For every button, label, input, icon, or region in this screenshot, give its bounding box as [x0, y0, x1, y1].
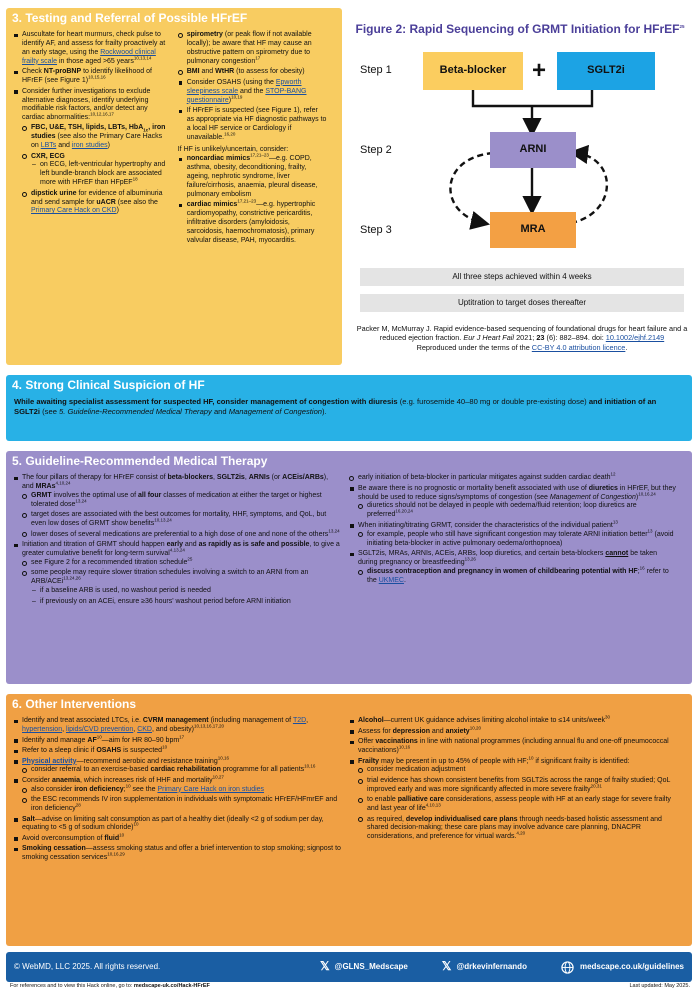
lbts-link[interactable]: LBTs: [40, 142, 57, 150]
figure-citation: Packer M, McMurray J. Rapid evidence-based sequencing of foundational drugs for heart failure and a reduced ejection fraction. Eur J Heart Fail 2021; 23 (6): 882–894. doi: 10.1002/ejhf.2149 Reproduced under the terms of the CC-BY 4.0 attribution licence.: [356, 324, 688, 352]
list-item: Assess for depression and anxiety$^{10,20}$: [349, 728, 677, 737]
references-note: For references and to view this Hack online, go to: medscape-uk.co/Hack-HFrEF: [10, 983, 210, 989]
list-item: – if a baseline ARB is used, no washout period is needed: [31, 587, 341, 596]
list-item: If HFrEF is suspected (see Figure 1), refer as appropriate via HF diagnostic pathways to a local HF service or Cardiology if unavailable.$^{16,20}$: [178, 107, 327, 143]
step-1-label: Step 1: [360, 64, 392, 76]
x-handle-glns[interactable]: 𝕏 @GLNS_Medscape: [319, 959, 408, 974]
list-item: for example, people who still have significant congestion may tolerate ARNI initiation better$^{13}$ (avoid initiating beta-blocker in active pulmonary oedema/orthopnoea): [358, 531, 677, 549]
list-item: Alcohol—current UK guidance advises limiting alcohol intake to ≤14 units/week$^{30}$: [349, 717, 677, 726]
list-item: trial evidence has shown consistent benefits from SGLT2is across the range of frailty studied; QoL improved early and was more significantly affected in more severe frailty$^{20,31}$: [358, 777, 677, 795]
list-item: Physical activity—recommend aerobic and resistance training$^{10,16}$ consider referral to an exercise-based cardiac rehabilitation programme for all patients$^{10,16}$: [13, 758, 341, 776]
section-4-title: 4. Strong Clinical Suspicion of HF: [12, 378, 205, 392]
list-item: BMI and WtHR (to assess for obesity): [178, 68, 327, 77]
list-item: Salt—advise on limiting salt consumption as part of a healthy diet (ideally <2 g of sodium per day, equating to <5 g of sodium chloride)$^{10}$: [13, 816, 341, 834]
website-link[interactable]: medscape.co.uk/guidelines: [561, 961, 684, 974]
list-item: Check NT-proBNP to identify likelihood of HFrEF (see Figure 1)$^{10,15,16}$: [13, 68, 170, 86]
list-item: consider referral to an exercise-based cardiac rehabilitation programme for all patients$^{10,16}$: [22, 766, 341, 775]
list-item: early initiation of beta-blocker in particular mitigates against sudden cardiac death$^{12}$: [349, 474, 677, 483]
list-item: – if previously on an ACEi, ensure ≥36 hours' washout period before ARNI initiation: [31, 598, 341, 607]
arni-box: ARNI: [490, 132, 576, 168]
list-item: Initiation and titration of GRMT should happen early and as rapidly as is safe and possible, to give a greater cumulative benefit for long-term survival$^{4,13,24}$ see Figure 2 for a recommended titration schedule$^{25}$ some people may require slower titration schedules involving a switch to an ARNI from an ARB/ACEi$^{13,24,26}$ – if a baseline ARB is used, no washout period is needed – if previously on an ACEi, ensure ≥36 hours' washout period before ARNI initiation: [13, 541, 341, 606]
section-grmt: [6, 451, 692, 684]
hypertension-link[interactable]: hypertension: [22, 726, 63, 734]
list-item: Be aware there is no prognostic or mortality benefit associated with use of diuretics in HFrEF, but they should be used to reduce signs/symptoms of congestion (see Management of Congestion)$^{10,16,24}$ diuretics should not be delayed in people with oedema/fluid retention; loop diuretics are preferred$^{16,20,24}$: [349, 485, 677, 521]
section-4-text: While awaiting specialist assessment for suspected HF, consider management of congestion with diuresis (e.g. furosemide 40–80 mg or double pre-existing dose) and initiation of an SGLT2i (see 5. Guideline-Recommended Medical Therapy and Management of Congestion).: [14, 397, 657, 416]
ukmec-link[interactable]: UKMEC: [378, 576, 404, 584]
rockwood-link[interactable]: Rockwood clinical frailty scale: [22, 48, 156, 65]
plus-icon: +: [531, 56, 546, 84]
section-other-interventions: [6, 694, 692, 946]
list-item: SGLT2is, MRAs, ARNIs, ACEis, ARBs, loop diuretics, and certain beta-blockers cannot be taken during pregnancy or breastfeeding$^{13,26}$ discuss contraception and pregnancy in women of childbearing potential with HF;$^{16}$ refer to the UKMEC.: [349, 550, 677, 586]
timeline-bar-1: All three steps achieved within 4 weeks: [360, 268, 684, 286]
beta-blocker-box: Beta-blocker: [423, 52, 523, 90]
figure-title: Figure 2: Rapid Sequencing of GRMT Initiation for HFrEF$^{25}$: [355, 22, 685, 36]
list-item: see Figure 2 for a recommended titration schedule$^{25}$: [22, 559, 341, 568]
list-item: as required, develop individualised care plans through needs-based holistic assessment and shared decision-making; these care plans may involve advance care planning, DNACPR considerations, and preference for virtual wards.$^{4,20}$: [358, 816, 677, 843]
licence-link[interactable]: CC-BY 4.0 attribution licence: [531, 342, 626, 352]
list-item: consider medication adjustment: [358, 766, 677, 775]
ckd-link-2[interactable]: CKD: [137, 726, 152, 734]
list-item: Frailty may be present in up to 45% of people with HF;$^{10}$ if significant frailty is identified: consider medication adjustment trial evidence has shown consistent benefits from SGLT2is across the range of frailty studied; QoL improved early and was more significantly affected in more severe frailty$^{20,31}$ to enable palliative care considerations, assess people with HF at an early stage for severe frailty and last year of life$^{4,10,13}$ as required, develop individualised care plans through needs-based holistic assessment and shared decision-making; these care plans may involve advance care planning, DNACPR considerations, and preference for virtual wards.$^{4,20}$: [349, 758, 677, 843]
section-3-title: 3. Testing and Referral of Possible HFrEF: [12, 11, 248, 25]
section-testing-referral: [6, 8, 342, 365]
list-item: Offer vaccinations in line with national programmes (including annual flu and one-off pneumococcal vaccinations)$^{10,16}$: [349, 738, 677, 756]
last-updated: Last updated: May 2025.: [629, 983, 690, 989]
stopbang-link[interactable]: STOP-BANG questionnaire: [186, 87, 307, 104]
list-item: Identify and manage AF$^{10}$—aim for HR 80–90 bpm$^{17}$: [13, 737, 341, 746]
list-item: lower doses of several medications are preferential to a high dose of one and none of the others$^{13,24}$: [22, 531, 341, 540]
x-handle-kevin[interactable]: 𝕏 @drkevinfernando: [441, 959, 527, 974]
list-item: When initiating/titrating GRMT, consider the characteristics of the individual patient$^{13}$ for example, people who still have significant congestion may tolerate ARNI initiation better$^{13}$ (avoid initiating beta-blocker in active pulmonary oedema/orthopnoea): [349, 522, 677, 549]
hack-url[interactable]: medscape-uk.co/Hack-HFrEF: [133, 983, 210, 989]
list-item: dipstick urine for evidence of albuminuria and send sample for uACR (see also the Primary Care Hack on CKD): [22, 190, 170, 217]
list-item: Consider anaemia, which increases risk of HHF and mortality$^{10,27}$ also consider iron deficiency;$^{10}$ see the Primary Care Hack on iron studies the ESC recommends IV iron supplementation in individuals with symptomatic HFrEF/HFmrEF and iron deficiency$^{28}$: [13, 777, 341, 814]
step-2-label: Step 2: [360, 144, 392, 156]
list-item: – on ECG, left-ventricular hypertrophy and left bundle-branch block are associated more with HFrEF than HFpEF$^{18}$: [31, 161, 170, 188]
list-item: target doses are associated with the best outcomes for mortality, HHF, symptoms, and QoL, but even low doses of GRMT show benefits$^{10,13,24}$: [22, 511, 341, 529]
x-logo-icon: 𝕏: [319, 959, 330, 974]
list-item: to enable palliative care considerations, assess people with HF at an early stage for severe frailty and last year of life$^{4,10,13}$: [358, 796, 677, 814]
iron-hack-link[interactable]: Primary Care Hack on iron studies: [157, 785, 265, 793]
list-item: GRMT involves the optimal use of all four classes of medication at either the target or highest tolerated dose$^{13,24}$: [22, 492, 341, 510]
iron-studies-link[interactable]: iron studies: [71, 142, 108, 150]
epworth-link[interactable]: Epworth sleepiness scale: [186, 78, 302, 95]
list-item: Smoking cessation—assess smoking status and offer a brief intervention to stop smoking; signpost to smoking cessation services$^{10,16,29}$: [13, 845, 341, 863]
footer-bar: [6, 952, 692, 982]
timeline-bar-2: Uptitration to target doses thereafter: [360, 294, 684, 312]
list-item: also consider iron deficiency;$^{10}$ see the Primary Care Hack on iron studies: [22, 786, 341, 795]
list-item: Identify and treat associated LTCs, i.e. CVRM management (including management of T2D, hypertension, lipids/CVD prevention, CKD, and obesity)$^{10,13,16,17,20}$: [13, 717, 341, 735]
mra-box: MRA: [490, 212, 576, 248]
section-clinical-suspicion: [6, 375, 692, 441]
list-item: cardiac mimics$^{17,21-23}$—e.g. hypertrophic cardiomyopathy, constrictive pericarditis, infiltrative disorders (amyloidosis, sarcoidosis, haemochromatosis), primary valvular disease, PAH, myocarditis.: [178, 201, 327, 245]
list-item: Refer to a sleep clinic if OSAHS is suspected$^{10}$: [13, 747, 341, 756]
list-item: The four pillars of therapy for HFrEF consist of beta-blockers, SGLT2is, ARNIs (or ACEis/ARBs), and MRAs$^{4,10,24}$ GRMT involves the optimal use of all four classes of medication at either the target or highest tolerated dose$^{13,24}$ target doses are associated with the best outcomes for mortality, HHF, symptoms, and QoL, but even low doses of GRMT show benefits$^{10,13,24}$ lower doses of several medications are preferential to a high dose of one and none of the others$^{13,24}$: [13, 474, 341, 539]
list-item: Consider further investigations to exclude alternative diagnoses, identify underlying modifiable risk factors, and/or detect any cardiac abnormalities:$^{10,12,16,17}$ FBC, U&E, TSH, lipids, LBTs, HbA$_{1c}$, iron studies (see also the Primary Care Hacks on LBTs and iron studies) CXR, ECG – on ECG, left-ventricular hypertrophy and left bundle-branch block are associated more with HFrEF than HFpEF$^{18}$ dipstick urine for evidence of albuminuria and send sample for uACR (see also the Primary Care Hack on CKD): [13, 88, 170, 217]
sglt2i-box: SGLT2i: [557, 52, 655, 90]
ckd-link[interactable]: Primary Care Hack on CKD: [31, 207, 117, 215]
list-item: discuss contraception and pregnancy in women of childbearing potential with HF;$^{16}$ refer to the UKMEC.: [358, 568, 677, 586]
physical-activity-link[interactable]: Physical activity: [22, 757, 77, 765]
lipids-link[interactable]: lipids/CVD prevention: [65, 726, 134, 734]
figure-2: [348, 8, 692, 365]
list-item: Avoid overconsumption of fluid$^{10}$: [13, 835, 341, 844]
list-item: noncardiac mimics$^{17,21-23}$—e.g. COPD, asthma, obesity, deconditioning, frailty, ageing, nephrotic syndrome, liver failure/cirrhosis, anaemia, pleural disease, pulmonary embolism: [178, 155, 327, 199]
list-item: some people may require slower titration schedules involving a switch to an ARNI from an ARB/ACEi$^{13,24,26}$ – if a baseline ARB is used, no washout period is needed – if previously on an ACEi, ensure ≥36 hours' washout period before ARNI initiation: [22, 569, 341, 606]
section-6-title: 6. Other Interventions: [12, 697, 137, 711]
list-item: FBC, U&E, TSH, lipids, LBTs, HbA$_{1c}$, iron studies (see also the Primary Care Hacks on LBTs and iron studies): [22, 124, 170, 151]
list-item: spirometry (or peak flow if not available locally); be aware that HF may cause an obstructive pattern on spirometry due to pulmonary congestion$^{17}$: [178, 31, 327, 67]
list-item: Consider OSAHS (using the Epworth sleepiness scale and the STOP-BANG questionnaire)$^{10,19}$: [178, 79, 327, 106]
x-logo-icon: 𝕏: [441, 959, 452, 974]
step-3-label: Step 3: [360, 224, 392, 236]
list-item: CXR, ECG – on ECG, left-ventricular hypertrophy and left bundle-branch block are associated more with HFrEF than HFpEF$^{18}$: [22, 153, 170, 189]
bottom-line: [10, 983, 690, 990]
copyright: © WebMD, LLC 2025. All rights reserved.: [14, 961, 161, 971]
list-item: the ESC recommends IV iron supplementation in individuals with symptomatic HFrEF/HFmrEF and iron deficiency$^{28}$: [22, 796, 341, 814]
list-item: Auscultate for heart murmurs, check pulse to identify AF, and assess for frailty proactively at an early stage, using the Rockwood clinical frailty scale in those aged >65 years$^{10,13,14}$: [13, 31, 170, 67]
list-item: diuretics should not be delayed in people with oedema/fluid retention; loop diuretics are preferred$^{16,20,24}$: [358, 502, 677, 520]
globe-icon: [561, 961, 574, 974]
hf-unlikely-heading: If HF is unlikely/uncertain, consider:: [177, 145, 289, 153]
doi-link[interactable]: 10.1002/ejhf.2149: [605, 333, 665, 343]
t2d-link[interactable]: T2D: [292, 717, 307, 725]
section-5-title: 5. Guideline-Recommended Medical Therapy: [12, 454, 268, 468]
